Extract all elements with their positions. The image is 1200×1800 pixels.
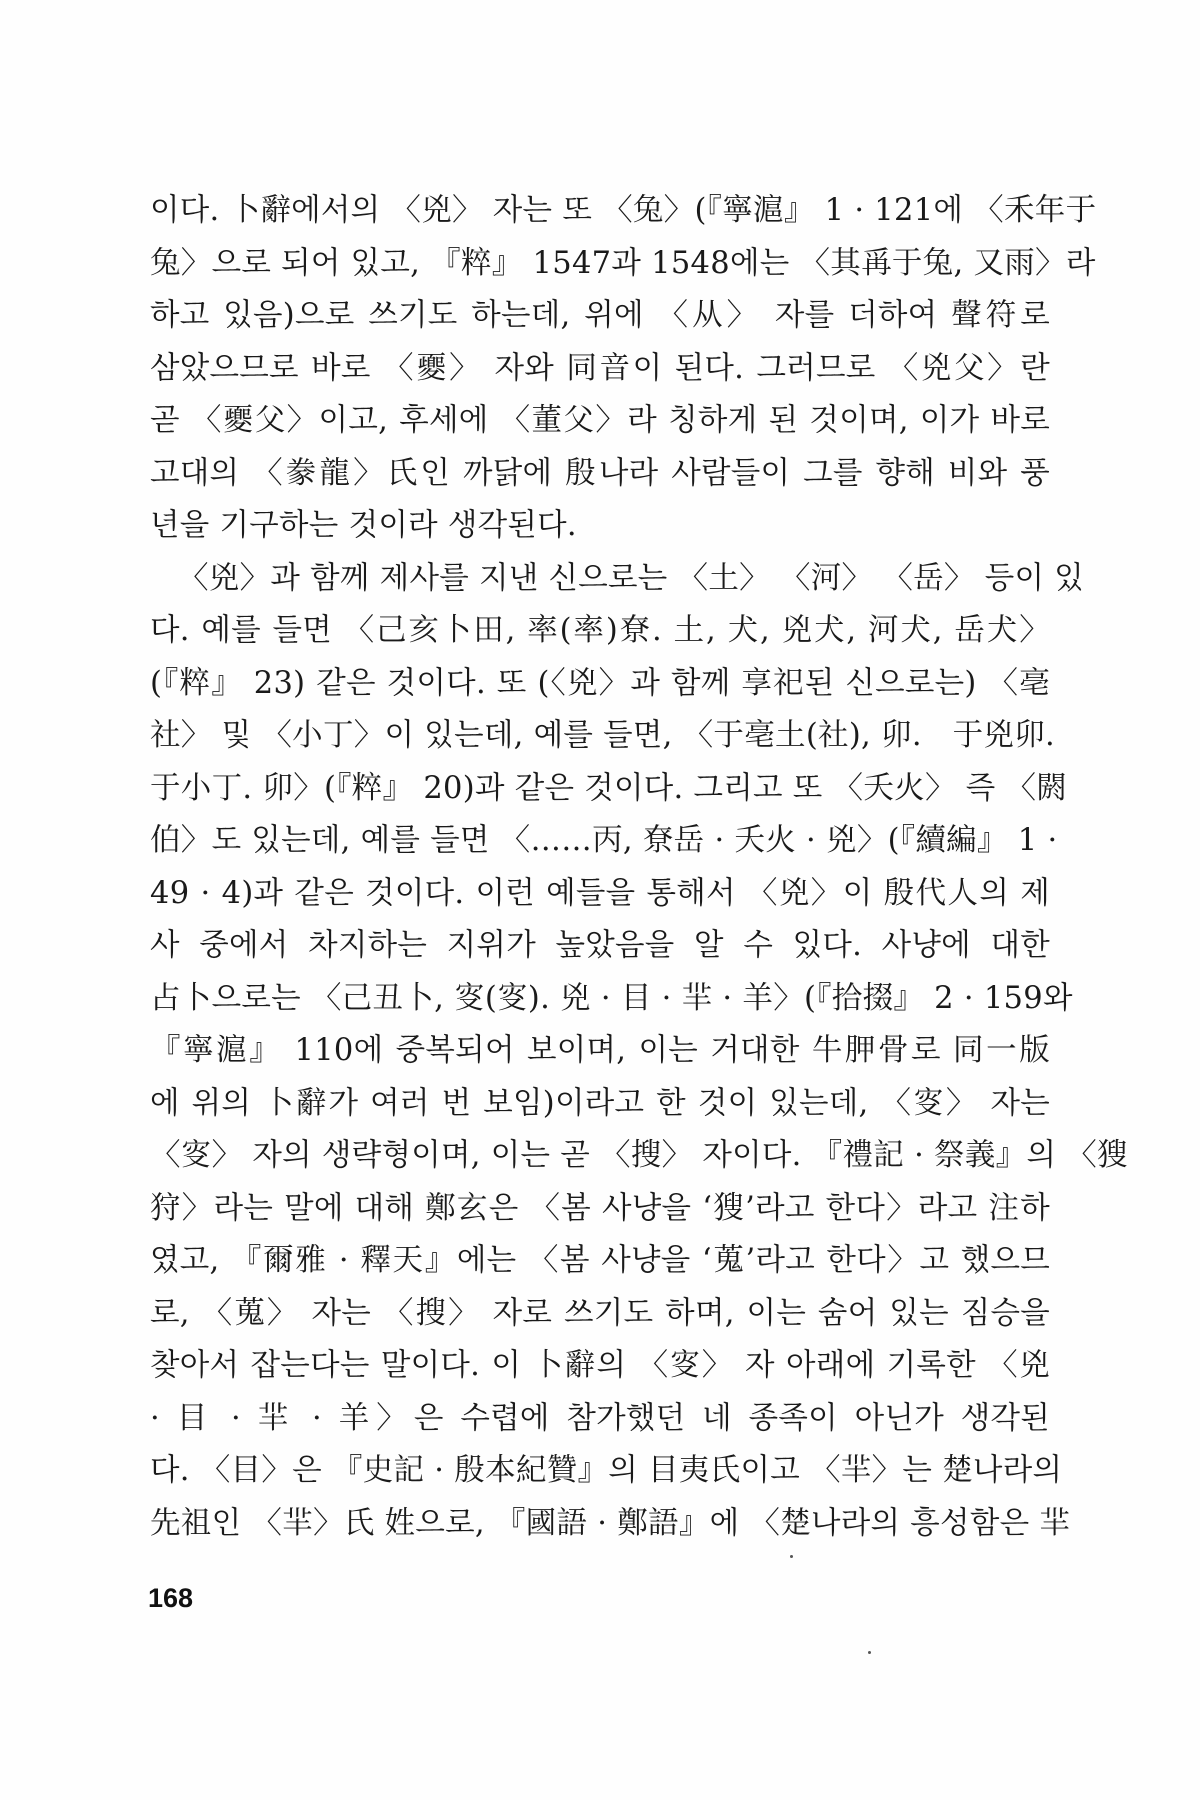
text-line: 고대의 〈豢龍〉氏인 까닭에 殷나라 사람들이 그를 향해 비와 풍: [150, 455, 1050, 491]
scan-speck: [790, 1555, 793, 1558]
scan-speck: [868, 1651, 871, 1654]
text-line: 社〉 및 〈小丁〉이 있는데, 예를 들면, 〈于亳土(社), 卯. 于兇卯.: [150, 718, 1056, 753]
text-line: 于小丁. 卯〉(『粹』 20)과 같은 것이다. 그리고 또 〈夭火〉 즉 〈閼: [150, 770, 1068, 806]
text-line: 다. 〈目〉은 『史記 · 殷本紀贊』의 目夷氏이고 〈羋〉는 楚나라의: [150, 1453, 1063, 1488]
text-line: 先祖인 〈羋〉氏 姓으로, 『國語 · 鄭語』에 〈楚나라의 흥성함은 羋: [150, 1505, 1071, 1541]
text-line: 占卜으로는 〈己丑卜, 叜(叜). 兇 · 目 · 羋 · 羊〉(『拾掇』 2 · 159와: [150, 980, 1073, 1016]
text-line: 찾아서 잡는다는 말이다. 이 卜辭의 〈叜〉 자 아래에 기록한 〈兇: [150, 1348, 1050, 1383]
text-line: 삼았으므로 바로 〈夒〉 자와 同音이 된다. 그러므로 〈兇父〉란: [150, 350, 1050, 386]
text-line: (『粹』 23) 같은 것이다. 또 (〈兇〉과 함께 享祀된 신으로는) 〈亳: [150, 665, 1050, 701]
text-line: 하고 있음)으로 쓰기도 하는데, 위에 〈从〉 자를 더하여 聲符로: [150, 298, 1050, 333]
text-line: 이다. 卜辭에서의 〈兇〉 자는 또 〈兔〉(『寧滬』 1 · 121에 〈禾年于: [150, 193, 1097, 228]
text-line: 『寧滬』 110에 중복되어 보이며, 이는 거대한 牛胛骨로 同一版: [150, 1033, 1050, 1068]
text-line: 로, 〈蒐〉 자는 〈搜〉 자로 쓰기도 하며, 이는 숨어 있는 짐승을: [150, 1295, 1050, 1331]
text-line: 狩〉라는 말에 대해 鄭玄은 〈봄 사냥을 ‘獀’라고 한다〉라고 注하: [150, 1190, 1050, 1226]
text-line: 伯〉도 있는데, 예를 들면 〈……丙, 尞岳 · 夭火 · 兇〉(『續編』 1 ·: [150, 823, 1058, 858]
text-line: 곧 〈夒父〉이고, 후세에 〈董父〉라 칭하게 된 것이며, 이가 바로: [150, 403, 1050, 438]
text-line: 兔〉으로 되어 있고, 『粹』 1547과 1548에는 〈其爯于兔, 又雨〉라: [150, 245, 1096, 281]
text-line: 다. 예를 들면 〈己亥卜田, 率(率)尞. 土, 犬, 兇犬, 河犬, 岳犬〉: [150, 613, 1050, 648]
text-line: 사 중에서 차지하는 지위가 높았음을 알 수 있다. 사냥에 대한: [150, 928, 1050, 963]
text-line: 49 · 4)과 같은 것이다. 이런 예들을 통해서 〈兇〉이 殷代人의 제: [150, 875, 1050, 911]
text-line: 에 위의 卜辭가 여러 번 보임)이라고 한 것이 있는데, 〈叜〉 자는: [150, 1085, 1050, 1121]
text-line: 였고, 『爾雅 · 釋天』에는 〈봄 사냥을 ‘蒐’라고 한다〉고 했으므: [150, 1243, 1050, 1278]
text-line: 〈兇〉과 함께 제사를 지낸 신으로는 〈土〉 〈河〉 〈岳〉 등이 있: [178, 560, 1084, 596]
text-line: 년을 기구하는 것이라 생각된다.: [150, 508, 577, 543]
text-line: 〈叜〉 자의 생략형이며, 이는 곧 〈搜〉 자이다. 『禮記 · 祭義』의 〈獀: [150, 1138, 1128, 1173]
body-text: [150, 185, 1128, 1550]
page-number: 168: [148, 1583, 194, 1613]
text-line: · 目 · 羋 · 羊〉은 수렵에 참가했던 네 종족이 아닌가 생각된: [150, 1400, 1050, 1436]
